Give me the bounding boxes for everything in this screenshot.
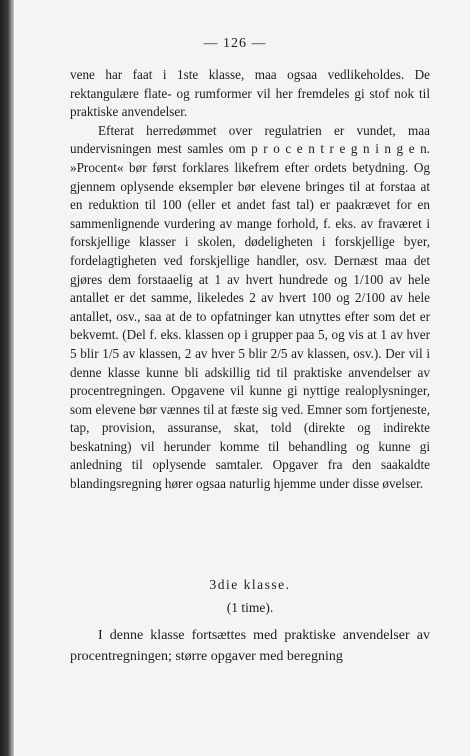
page-edge-shadow (0, 0, 14, 756)
section-subheading: (1 time). (226, 600, 274, 615)
body-text (70, 66, 430, 494)
paragraph-continuation: vene har faat i 1ste klasse, maa ogsaa vedlikeholdes. De rektangulære flate- og rumformer vil her fremdeles gi stof nok til praktiske anvendelser. (70, 67, 430, 120)
page-number: — 126 — (203, 36, 267, 51)
section-text (70, 625, 430, 667)
paragraph-section: I denne klasse fortsættes med praktiske anvendelser av procentregningen; større opgaver med beregning (70, 628, 430, 664)
paragraph-procentregning: Efterat herredømmet over regulatrien er vundet, maa undervisningen mest samles om p r o c e n t r e g n i n g e n. »Procent« bør først forklares likefrem efter ordets betydning. Og gjennem oplysende eksempler bør elevene bringes til at forstaa at en reduktion til 100 (eller et andet fast tal) er paakrævet for en sammenlignende vurdering av mange forhold, f. eks. av fraværet i forskjellige klasser i skolen, dødeligheten i forskjellige byer, fordelagtigheten ved forskjellige handler, osv. Dernæst maa det gjøres dem forstaaelig at 1 av hvert hundrede og 1/100 av hele antallet er det samme, likeledes 2 av hvert 100 og 2/100 av hele antallet, osv., saa at de to opfatninger kan utnyttes efter som det er bekvemt. (Del f. eks. klassen op i grupper paa 5, og vis at 1 av hver 5 blir 1/5 av klassen, 2 av hver 5 blir 2/5 av klassen, osv.). Der vil i denne klasse kunne bli adskillig tid til praktiske anvendelser av procentregningen. Opgavene vil kunne gi nyttige realoplysninger, som elevene bør vænnes til at fæste sig ved. Emner som fortjeneste, tap, provision, assuranse, skat, told (direkte og indirekte beskatning) vil herunder komme til behandling og kunne gi anledning til oplysende samtaler. Opgaver fra den saakaldte blandingsregning hører ogsaa naturlig hjemme under disse øvelser. (70, 122, 430, 492)
section-heading: 3die klasse. (209, 577, 291, 592)
